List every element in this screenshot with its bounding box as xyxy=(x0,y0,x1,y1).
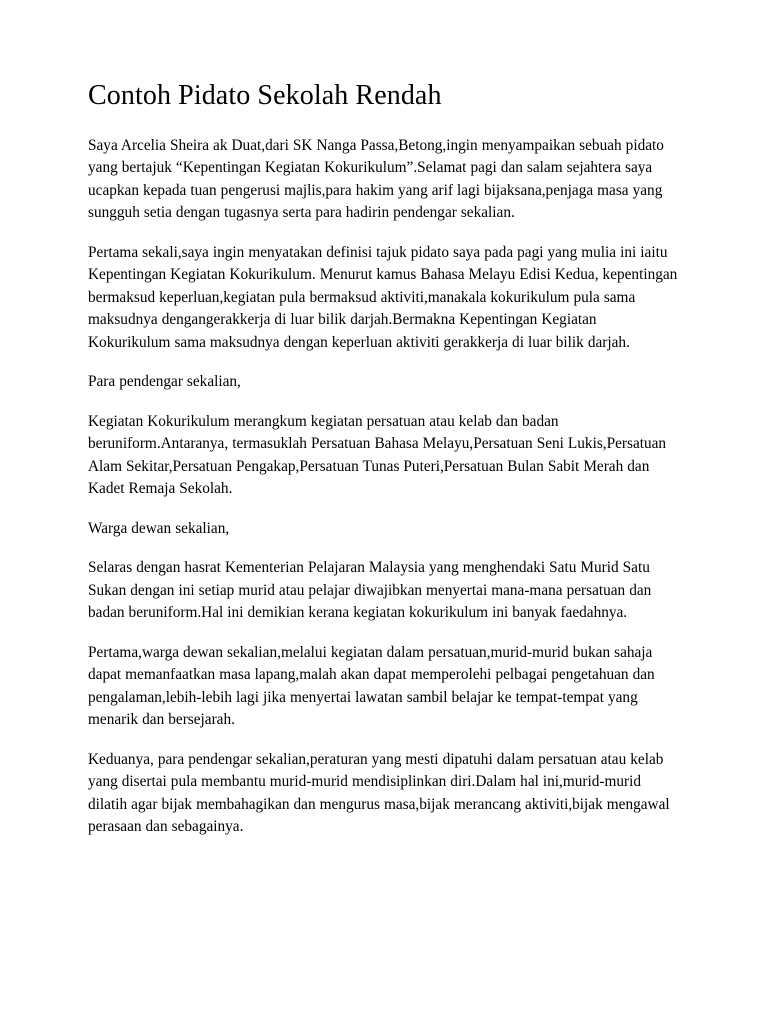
paragraph-4: Kegiatan Kokurikulum merangkum kegiatan persatuan atau kelab dan badan beruniform.Antaranya, termasuklah Persatuan Bahasa Melayu,Persatuan Seni Lukis,Persatuan Alam Sekitar,Persatuan Pengakap,Persatuan Tunas Puteri,Persatuan Bulan Sabit Merah dan Kadet Remaja Sekolah. xyxy=(88,412,667,498)
paragraph-2: Pertama sekali,saya ingin menyatakan definisi tajuk pidato saya pada pagi yang mulia ini iaitu Kepentingan Kegiatan Kokurikulum. Menurut kamus Bahasa Melayu Edisi Kedua, kepentingan bermaksud keperluan,kegiatan pula bermaksud aktiviti,manakala kokurikulum pula sama maksudnya dengangerakkerja di luar bilik darjah.Bermakna Kepentingan Kegiatan Kokurikulum sama maksudnya dengan keperluan aktiviti gerakkerja di luar bilik darjah. xyxy=(88,243,678,351)
paragraph-6: Selaras dengan hasrat Kementerian Pelajaran Malaysia yang menghendaki Satu Murid Satu Sukan dengan ini setiap murid atau pelajar diwajibkan menyertai mana-mana persatuan dan badan beruniform.Hal ini demikian kerana kegiatan kokurikulum ini banyak faedahnya. xyxy=(88,559,652,622)
page-title: Contoh Pidato Sekolah Rendah xyxy=(88,80,442,111)
paragraph-8: Keduanya, para pendengar sekalian,peraturan yang mesti dipatuhi dalam persatuan atau kelab yang disertai pula membantu murid-murid mendisiplinkan diri.Dalam hal ini,murid-murid dilatih agar bijak membahagikan dan mengurus masa,bijak merancang aktiviti,bijak mengawal perasaan dan sebagainya. xyxy=(88,750,670,836)
paragraph-7: Pertama,warga dewan sekalian,melalui kegiatan dalam persatuan,murid-murid bukan sahaja dapat memanfaatkan masa lapang,malah akan dapat memperolehi pelbagai pengetahuan dan pengalaman,lebih-lebih lagi jika menyertai lawatan sambil belajar ke tempat-tempat yang menarik dan bersejarah. xyxy=(88,643,655,729)
paragraph-5: Warga dewan sekalian, xyxy=(88,519,230,537)
paragraph-1: Saya Arcelia Sheira ak Duat,dari SK Nanga Passa,Betong,ingin menyampaikan sebuah pidato yang bertajuk “Kepentingan Kegiatan Kokurikulum”.Selamat pagi dan salam sejahtera saya ucapkan kepada tuan pengerusi majlis,para hakim yang arif lagi bijaksana,penjaga masa yang sungguh setia dengan tugasnya serta para hadirin pendengar sekalian. xyxy=(88,137,664,222)
paragraph-3: Para pendengar sekalian, xyxy=(88,373,241,391)
